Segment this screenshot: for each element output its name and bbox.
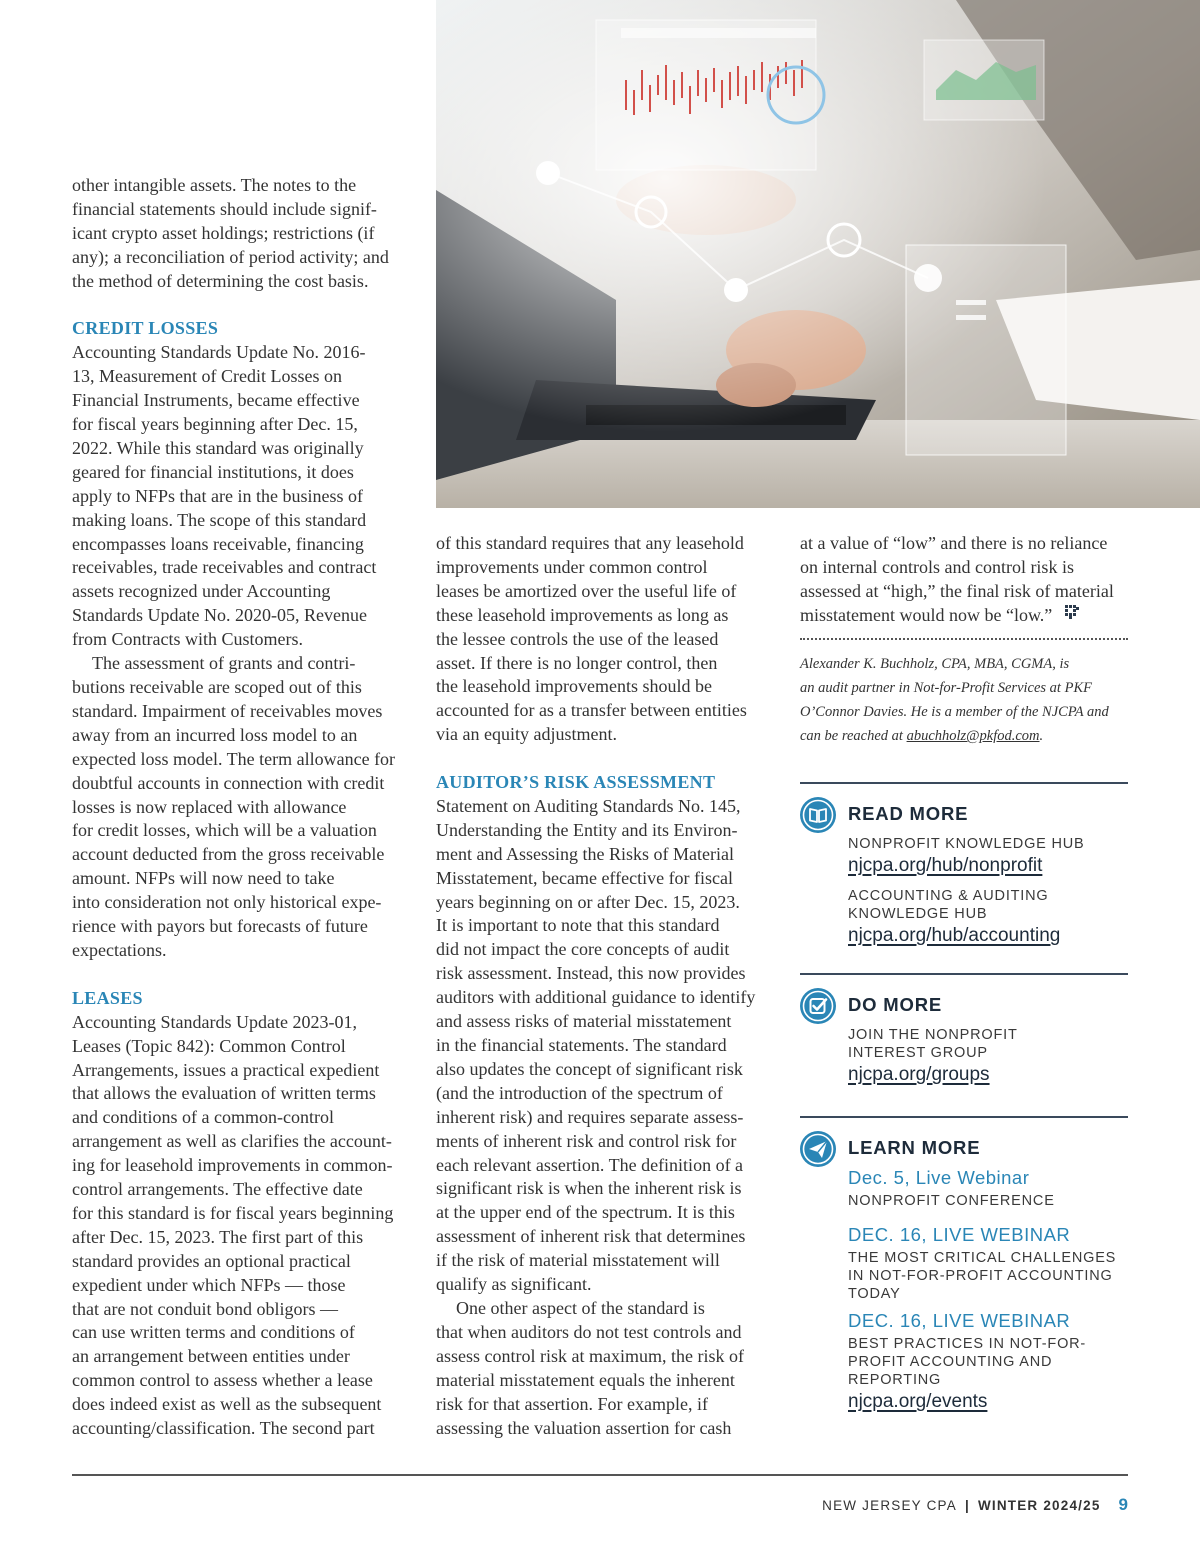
groups-link[interactable]: njcpa.org/groups [848,1064,990,1085]
text-line: Misstatement, became effective for fiscal [436,867,734,888]
text-line: receivables, trade receivables and contract [72,557,377,578]
publication-name: NEW JERSEY CPA [822,1498,957,1513]
page-footer [822,1495,1128,1515]
do-more-rule [800,973,1128,975]
text-line: for this standard is for fiscal years beginning [72,1202,394,1223]
section-heading-leases: LEASES [72,987,143,1008]
text-line: Arrangements, issues a practical expedient [72,1059,380,1080]
event-2-caption-line-1: THE MOST CRITICAL CHALLENGES [848,1250,1117,1266]
issue-label: WINTER 2024/25 [977,1498,1101,1513]
text-line: after Dec. 15, 2023. The first part of this [72,1226,364,1247]
text-line: 13, Measurement of Credit Losses on [72,366,342,387]
text-line: expectations. [72,939,167,960]
text-line: via an equity adjustment. [436,724,617,745]
book-icon [800,797,836,833]
text-line: inherent risk) and requires separate assess- [436,1106,744,1127]
text-line: standard. Impairment of receivables moves [72,700,383,721]
text-line: Alexander K. Buchholz, CPA, MBA, CGMA, is [800,656,1070,672]
section-heading-credit-losses: CREDIT LOSSES [72,318,219,339]
leases-paragraph-1 [72,1011,412,1441]
text-line: for fiscal years beginning after Dec. 15, [72,414,358,435]
text-line: away from an incurred loss model to an [72,724,358,745]
footer-separator: | [964,1498,970,1513]
text-line: at a value of “low” and there is no reliance [800,533,1108,553]
text-line: accounted for as a transfer between entities [436,700,747,721]
text-line: Leases (Topic 842): Common Control [72,1035,346,1056]
text-line: losses is now replaced with allowance [72,796,347,817]
text-line: did not impact the core concepts of audit [436,939,730,960]
text-line: that when auditors do not test controls and [436,1321,742,1342]
text-line: expedient under which NFPs — those [72,1274,346,1295]
credit-losses-paragraph-2 [72,652,412,963]
event-1-caption: NONPROFIT CONFERENCE [848,1193,1055,1209]
event-3-date[interactable]: DEC. 16, LIVE WEBINAR [848,1310,1071,1331]
footer-rule [72,1474,1128,1476]
text-line: Accounting Standards Update 2023-01, [72,1011,357,1032]
section-heading-auditors-risk-assessment: AUDITOR’S RISK ASSESSMENT [436,772,716,793]
text-line: does indeed exist as well as the subsequent [72,1394,382,1415]
text-line: Understanding the Entity and its Environ- [436,819,738,840]
nonprofit-hub-link[interactable]: njcpa.org/hub/nonprofit [848,855,1043,876]
text-line: O’Connor Davies. He is a member of the NJCPA and [800,704,1109,720]
text-line: doubtful accounts in connection with credit [72,772,385,793]
text-line: geared for financial institutions, it does [72,461,354,482]
text-line: also updates the concept of significant risk [436,1058,743,1079]
credit-losses-paragraph-1 [72,341,412,652]
text-line: ment and Assessing the Risks of Material [436,843,734,864]
text-line: auditors with additional guidance to identify [436,987,756,1008]
read-more-rule [800,782,1128,784]
event-3-caption-line-1: BEST PRACTICES IN NOT-FOR- [848,1336,1087,1352]
text-line: assets recognized under Accounting [72,581,331,602]
text-line: if the risk of material misstatement will [436,1250,720,1271]
text-line: the lessee controls the use of the leased [436,628,719,649]
text-line: for credit losses, which will be a valuation [72,820,377,841]
accounting-hub-link[interactable]: njcpa.org/hub/accounting [848,925,1061,946]
text-line: the leasehold improvements should be [436,676,712,697]
text-line: at the upper end of the spectrum. It is this [436,1202,735,1223]
auditor-continued-paragraph [800,532,1140,628]
text-line: on internal controls and control risk is [800,556,1074,577]
column-2 [436,532,776,1440]
text-line: an audit partner in Not-for-Profit Services at PKF [800,680,1092,696]
text-line: financial statements should include signif- [72,198,377,219]
text-line: that allows the evaluation of written terms [72,1083,376,1104]
text-line: common control to assess whether a lease [72,1370,373,1391]
intro-paragraph [72,174,412,294]
events-link[interactable]: njcpa.org/events [848,1391,988,1412]
text-line: risk assessment. Instead, this now provides [436,963,746,984]
text-line: icant crypto asset holdings; restrictions (if [72,222,375,243]
text-line: butions receivable are scoped out of this [72,677,362,698]
text-line: years beginning on or after Dec. 15, 2023. [436,891,740,912]
bio-divider [800,638,1128,640]
text-line: control arrangements. The effective date [72,1179,363,1200]
text-line: amount. NFPs will now need to take [72,868,335,889]
event-2-caption-line-2: IN NOT-FOR-PROFIT ACCOUNTING [848,1268,1113,1284]
text-line: making loans. The scope of this standard [72,509,367,530]
text-line: apply to NFPs that are in the business of [72,485,363,506]
text-line: 2022. While this standard was originally [72,437,364,458]
event-2-caption-line-3: TODAY [848,1286,901,1302]
text-line: Accounting Standards Update No. 2016- [72,342,366,363]
text-line: assessed at “high,” the final risk of material [800,580,1114,601]
hero-illustration [436,0,1200,508]
bio-contact-text: can be reached at [800,728,907,744]
text-line: qualify as significant. [436,1274,592,1295]
bio-period: . [1039,728,1044,744]
text-line: can use written terms and conditions of [72,1322,355,1343]
text-line: that are not conduit bond obligors — [72,1298,338,1319]
text-line: leases be amortized over the useful life of [436,580,737,601]
auditor-paragraph-2 [436,1297,776,1440]
event-2-date[interactable]: DEC. 16, LIVE WEBINAR [848,1224,1071,1245]
text-line: and assess risks of material misstatement [436,1011,732,1032]
text-line: the method of determining the cost basis. [72,270,369,291]
text-line: material misstatement equals the inherent [436,1369,735,1390]
text-line: Statement on Auditing Standards No. 145, [436,795,741,816]
text-line: each relevant assertion. The definition of a [436,1154,744,1175]
interest-group-caption-line-1: JOIN THE NONPROFIT [848,1027,1018,1043]
text-line: improvements under common control [436,556,708,577]
text-line: account deducted from the gross receivable [72,844,385,865]
end-of-article-icon [1065,605,1079,619]
text-line: Standards Update No. 2020-05, Revenue [72,605,367,626]
text-line: from Contracts with Customers. [72,629,303,650]
author-bio [800,652,1140,748]
read-more-title: READ MORE [848,803,969,824]
text-line: assess control risk at maximum, the risk of [436,1345,744,1366]
text-line: Financial Instruments, became effective [72,390,360,411]
text-line: The assessment of grants and contri- [92,653,356,674]
text-line: ments of inherent risk and control risk for [436,1130,737,1151]
bio-last-line [800,724,1140,748]
text-line: these leasehold improvements as long as [436,604,729,625]
event-3-caption-line-3: REPORTING [848,1372,942,1388]
learn-more-title: LEARN MORE [848,1137,981,1158]
checkbox-icon [800,988,836,1024]
text-line: ing for leasehold improvements in common- [72,1155,393,1176]
text-line: any); a reconciliation of period activity; and [72,246,389,267]
text-line: into consideration not only historical expe- [72,892,382,913]
text-line: assessing the valuation assertion for cash [436,1417,732,1438]
paper-plane-icon [800,1131,836,1167]
nonprofit-hub-caption: NONPROFIT KNOWLEDGE HUB [848,836,1085,852]
text-line: of this standard requires that any leasehold [436,533,744,553]
text-line: It is important to note that this standard [436,915,720,936]
interest-group-caption-line-2: INTEREST GROUP [848,1045,988,1061]
text-line: significant risk is when the inherent risk is [436,1178,742,1199]
text-line: standard provides an optional practical [72,1250,351,1271]
text-line: encompasses loans receivable, financing [72,533,364,554]
column-1 [72,174,412,1441]
text-line: misstatement would now be “low.” [800,604,1053,625]
text-line: assessment of inherent risk that determines [436,1226,746,1247]
text-line: expected loss model. The term allowance for [72,748,396,769]
learn-more-rule [800,1116,1128,1118]
text-line: risk for that assertion. For example, if [436,1393,708,1414]
text-line: in the financial statements. The standard [436,1035,727,1056]
hero-photo-laptop-data-overlay [436,0,1200,508]
text-line: other intangible assets. The notes to the [72,175,357,195]
do-more-title: DO MORE [848,994,942,1015]
auditor-paragraph-1 [436,795,776,1297]
leases-continued-paragraph [436,532,776,747]
event-3-caption-line-2: PROFIT ACCOUNTING AND [848,1354,1053,1370]
text-line: One other aspect of the standard is [456,1297,705,1318]
text-line: and conditions of a common-control [72,1107,334,1128]
text-line: (and the introduction of the spectrum of [436,1082,723,1103]
event-1-date[interactable]: Dec. 5, Live Webinar [848,1167,1030,1188]
page-number: 9 [1118,1495,1128,1514]
text-line: arrangement as well as clarifies the account- [72,1131,392,1152]
text-line: rience with payors but forecasts of future [72,916,368,937]
author-email-link[interactable]: abuchholz@pkfod.com [906,728,1040,744]
accounting-hub-caption-line-2: KNOWLEDGE HUB [848,906,988,922]
text-line: an arrangement between entities under [72,1346,350,1367]
column-3 [800,532,1140,628]
text-line: asset. If there is no longer control, then [436,652,718,673]
accounting-hub-caption-line-1: ACCOUNTING & AUDITING [848,888,1049,904]
text-line: accounting/classification. The second part [72,1418,375,1439]
